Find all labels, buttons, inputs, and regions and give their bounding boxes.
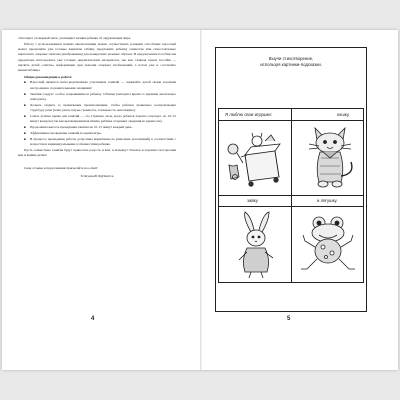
list-item: ■ Дольше следите за правильным произношением, чтобы ребенок правильно воспроизводил структуру речи (темп, ритм, паузы, громкость, тональность, интонацию).: [18, 103, 176, 114]
cell-text-top-left: Я люблю свои игрушки:: [225, 112, 272, 117]
cat-illustration: [301, 124, 359, 192]
list-item: ■ Эффективное проведение занятий во время игры.: [18, 131, 176, 136]
toy-box-illustration: [225, 127, 287, 191]
worksheet-frame: [215, 47, 367, 312]
table-divider: [219, 195, 363, 196]
cell-text-bottom-right: и лягушку.: [317, 198, 338, 203]
cell-text-top-right: кошку,: [337, 112, 350, 117]
paragraph: обогащает словарный запас, расширяет знания ребенка об окружающем мире.: [18, 36, 132, 40]
list-item: ■ Занятия следует особое понравившиеся ребенку таблицы (материал время от времени желательно повторять).: [18, 92, 176, 103]
title-line-1: Выучи стихотворение,: [268, 56, 314, 61]
list-item: ■ Взрослый является непосредственным участником занятий — заряжайте детей своим хорошим настроением, положительными эмоциями!: [18, 80, 176, 91]
page-number-left: 4: [91, 316, 95, 322]
list-item: ■ В процессе проведения работы допустима вариативность (внесение дополнений) в соответствии с возрастом и индивидуальными особенностями ребенка.: [18, 137, 176, 148]
list-item: ■ Самое лучшее время для занятий — это утреннее часы, когда ребенок хорошо отдохнул, но 10–15 минут вечером (так как кратковременная память ребенка сохраняет сведения во время сна).: [18, 114, 176, 125]
table-divider: [219, 120, 363, 121]
page-number-right: 5: [287, 316, 291, 322]
table-divider: [219, 206, 363, 207]
paragraph: Пусть совместные занятия будут приносить радость и вам, и малышу! Успехов и хорошего настроения вам и вашим детям!: [18, 148, 176, 158]
cell-text-bottom-left: зайку: [247, 198, 258, 203]
paragraph: Работу с использованием приема мнемотехники можно осуществлять разными способами: взрослый может предложить уже готовые варианты таблиц, предложить ребенку совместно или самостоятельно нарисовать опорные сигналы (изображения) для конкретных речевых образов. В предлагаемом пособии мы предлагаем использовать уже готовых дидактическим материалом, так как, главная задача пособия — научить детей «читать» информацию при помощи опорных изображений, а потом уже и составлять мнемотаблицы.: [18, 41, 176, 73]
contact-text: Свои отзывы и предложения присылайте на e-mail:: [24, 165, 98, 170]
frog-illustration: [299, 213, 359, 277]
picture-table: [218, 108, 364, 283]
email-address: Tcintyana2010@mail.ru: [80, 173, 114, 178]
left-page-text: [18, 36, 176, 180]
worksheet-title: [216, 56, 366, 68]
bunny-illustration: [233, 210, 279, 280]
list-item: ■ Продолжительность проведения занятия не 10–15 минут каждый день.: [18, 125, 176, 130]
page-gutter: [200, 30, 202, 370]
title-line-2: используя картинки-подсказки.: [260, 62, 322, 67]
recommendations-heading: Общие рекомендации к работе:: [24, 74, 73, 79]
